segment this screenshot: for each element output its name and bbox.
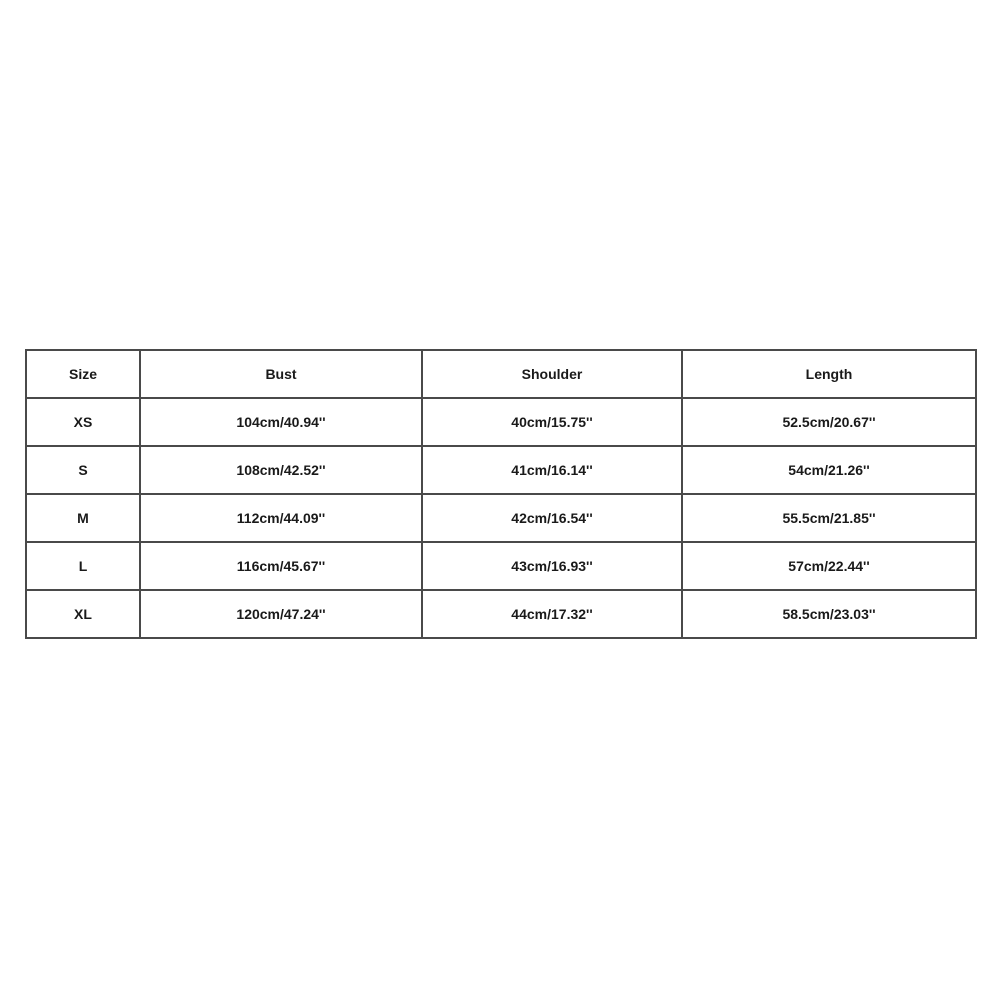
cell-length: 57cm/22.44'': [682, 542, 976, 590]
table-row: [26, 398, 976, 446]
table-row: [26, 590, 976, 638]
cell-size: XS: [26, 398, 140, 446]
header-bust: Bust: [140, 350, 422, 398]
cell-size: L: [26, 542, 140, 590]
cell-shoulder: 43cm/16.93'': [422, 542, 682, 590]
size-chart-table: [25, 349, 977, 639]
cell-bust: 108cm/42.52'': [140, 446, 422, 494]
cell-shoulder: 41cm/16.14'': [422, 446, 682, 494]
table-header-row: [26, 350, 976, 398]
table-row: [26, 494, 976, 542]
cell-bust: 104cm/40.94'': [140, 398, 422, 446]
cell-length: 52.5cm/20.67'': [682, 398, 976, 446]
table-row: [26, 542, 976, 590]
cell-shoulder: 40cm/15.75'': [422, 398, 682, 446]
header-shoulder: Shoulder: [422, 350, 682, 398]
cell-length: 58.5cm/23.03'': [682, 590, 976, 638]
cell-shoulder: 44cm/17.32'': [422, 590, 682, 638]
table-row: [26, 446, 976, 494]
cell-size: S: [26, 446, 140, 494]
header-length: Length: [682, 350, 976, 398]
cell-size: XL: [26, 590, 140, 638]
header-size: Size: [26, 350, 140, 398]
cell-length: 54cm/21.26'': [682, 446, 976, 494]
cell-size: M: [26, 494, 140, 542]
cell-bust: 120cm/47.24'': [140, 590, 422, 638]
cell-shoulder: 42cm/16.54'': [422, 494, 682, 542]
cell-bust: 116cm/45.67'': [140, 542, 422, 590]
cell-bust: 112cm/44.09'': [140, 494, 422, 542]
cell-length: 55.5cm/21.85'': [682, 494, 976, 542]
